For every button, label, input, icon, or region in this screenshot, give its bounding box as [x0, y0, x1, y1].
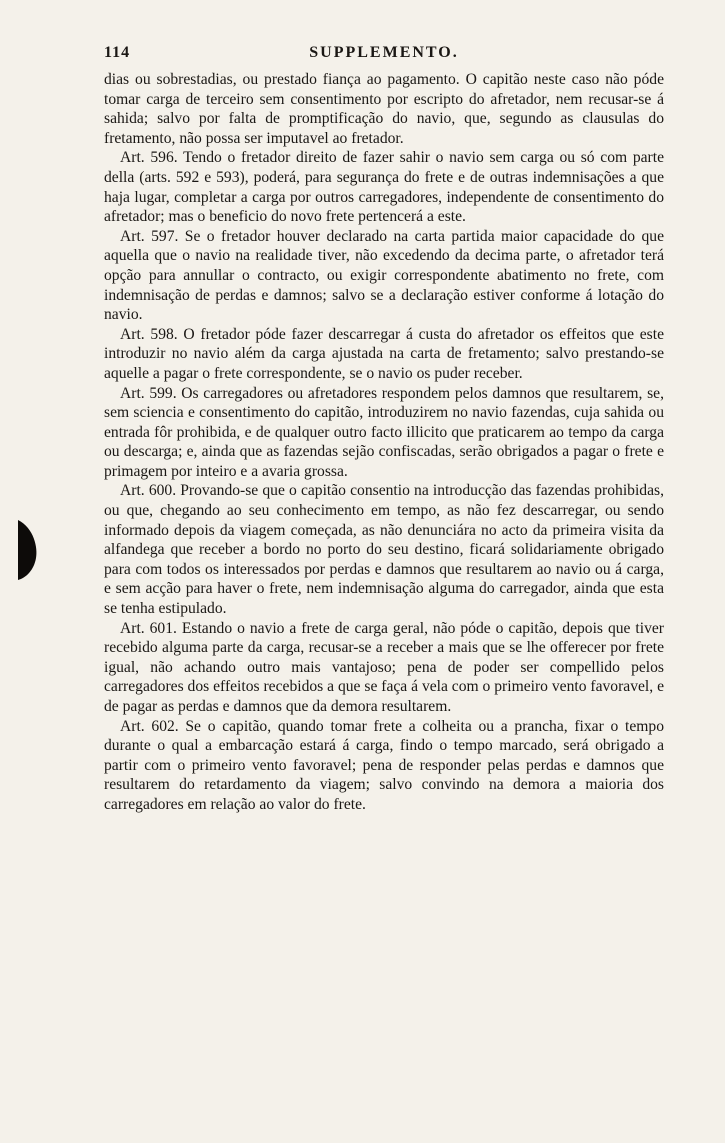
page-header: [104, 44, 664, 70]
article-601: Art. 601. Estando o navio a frete de carga geral, não póde o capitão, depois que tiver recebido alguma parte da carga, recusar-se a receber a mais que se lhe offerecer por frete igual, não achando outro mais vantajoso; pena de poder ser compellido pelos carregadores dos effeitos recebidos a que se faça á vela com o primeiro vento favoravel, e de pagar as perdas e damnos que da demora resultarem.: [104, 619, 664, 715]
body-text: [104, 70, 664, 815]
binding-shadow-mark: [16, 518, 40, 582]
article-597: Art. 597. Se o fretador houver declarado na carta partida maior capacidade do que aquella que o navio na realidade tiver, não excedendo da decima parte, o afretador terá opção para annullar o contracto, ou exigir correspondente abatimento no frete, com indemnisação de perdas e damnos; salvo se a declaração estiver conforme á lotação do navio.: [104, 227, 664, 324]
article-599: Art. 599. Os carregadores ou afretadores respondem pelos damnos que resultarem, se, sem sciencia e consentimento do capitão, introduzirem no navio fazendas, cuja sahida ou entrada fôr prohibida, e de qualquer outro facto illicito que praticarem ao tempo da carga ou descarga; e, ainda que as fazendas sejão confiscadas, serão obrigados a pagar o frete e primagem por inteiro e a avaria grossa.: [104, 384, 664, 480]
running-title: SUPPLEMENTO.: [309, 44, 459, 61]
article-596: Art. 596. Tendo o fretador direito de fazer sahir o navio sem carga ou só com parte della (arts. 592 e 593), poderá, para segurança do frete e de outras indemnisações a que haja lugar, completar a carga por outros carregadores, independente de consentimento do afretador; mas o beneficio do novo frete pertencerá a este.: [104, 149, 664, 226]
document-page: [104, 44, 664, 815]
article-602: Art. 602. Se o capitão, quando tomar frete a colheita ou a prancha, fixar o tempo durante o qual a embarcação estará á carga, findo o tempo marcado, será obrigado a partir com o primeiro vento favoravel; pena de responder pelas perdas e damnos que resultarem do retardamento da viagem; salvo convindo na demora a maioria dos carregadores em relação ao valor do frete.: [104, 717, 664, 813]
paragraph-continuation: dias ou sobrestadias, ou prestado fiança ao pagamento. O capitão neste caso não póde tomar carga de terceiro sem consentimento por escripto do afretador, nem recusar-se á sahida; salvo por falta de promptificação do navio, que, segundo as clausulas do fretamento, não possa ser imputavel ao fretador.: [104, 71, 664, 147]
page-number: 114: [104, 44, 131, 61]
article-600: Art. 600. Provando-se que o capitão consentio na introducção das fazendas prohibidas, ou que, chegando ao seu conhecimento em tempo, as não fez descarregar, ou sendo informado depois da viagem começada, as não denunciára no acto da primeira visita da alfandega que receber a bordo no porto do seu destino, ficará solidariamente obrigado para com todos os interessados por perdas e damnos que resultarem ao navio ou á carga, e sem acção para haver o frete, nem indemnisação alguma do carregador, ainda que esta se tenha estipulado.: [104, 482, 664, 618]
article-598: Art. 598. O fretador póde fazer descarregar á custa do afretador os effeitos que este introduzir no navio além da carga ajustada na carta de fretamento; salvo prestando-se aquelle a pagar o frete correspondente, se o navio os puder receber.: [104, 325, 664, 382]
